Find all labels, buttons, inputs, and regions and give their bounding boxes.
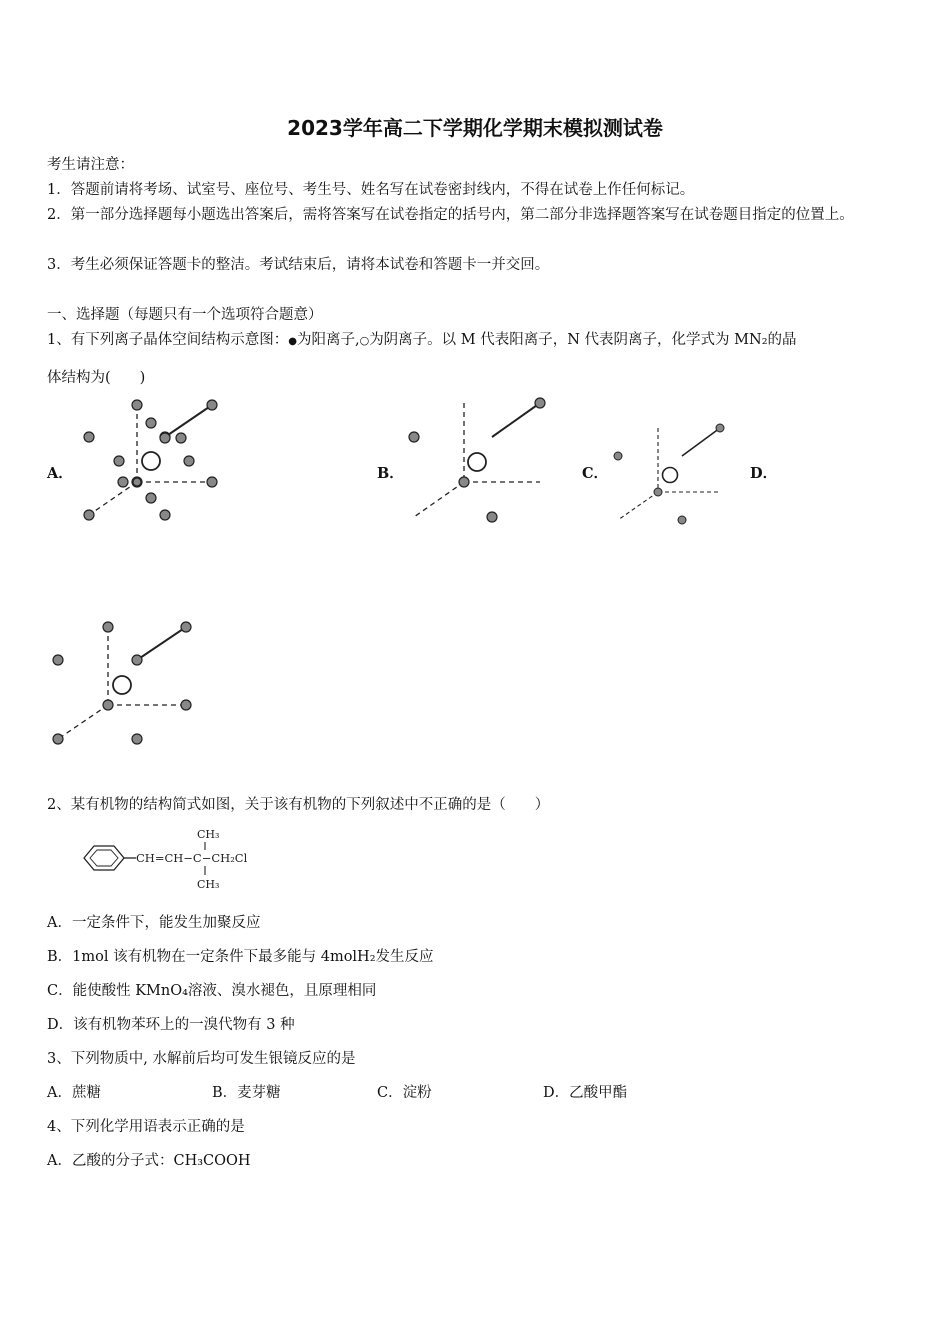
q4-stem: 4、下列化学用语表示正确的是	[47, 1119, 245, 1135]
top-methyl-group: CH₃	[197, 828, 220, 841]
notice-heading: 考生请注意：	[47, 157, 134, 173]
notice-item-3: 3．考生必须保证答题卡的整洁。考试结束后，请将本试卷和答题卡一并交回。	[47, 257, 550, 273]
q2-option-a: A．一定条件下，能发生加聚反应	[47, 915, 261, 931]
cation-symbol: ●	[288, 336, 297, 347]
section-heading: 一、选择题（每题只有一个选项符合题意）	[47, 307, 323, 323]
q3-option-b: B．麦芽糖	[212, 1085, 281, 1101]
q4-option-a: A．乙酸的分子式：CH₃COOH	[47, 1153, 251, 1169]
main-chain: CH=CH−C−CH₂Cl	[136, 851, 248, 865]
crystal-structure-d	[45, 615, 200, 755]
anion-symbol: ○	[359, 334, 370, 347]
q3-option-c: C．淀粉	[377, 1085, 432, 1101]
q3-stem: 3、下列物质中, 水解前后均可发生银镜反应的是	[47, 1051, 356, 1067]
crystal-structure-b	[400, 392, 555, 532]
anion-text: 为阴离子。以 M 代表阳离子，N 代表阴离子，化学式为 MN₂的晶	[369, 332, 797, 348]
bottom-methyl-group: CH₃	[197, 878, 220, 891]
q1-option-d-label: D．	[750, 465, 778, 482]
crystal-structure-a	[75, 392, 230, 532]
notice-item-1: 1．答题前请将考场、试室号、座位号、考生号、姓名写在试卷密封线内，不得在试卷上作任何标记。	[47, 182, 695, 198]
q2-option-b: B．1mol 该有机物在一定条件下最多能与 4molH₂发生反应	[47, 949, 434, 965]
q1-option-a-label: A．	[47, 465, 73, 482]
organic-structure	[78, 825, 278, 893]
q2-option-c: C．能使酸性 KMnO₄溶液、溴水褪色，且原理相同	[47, 983, 377, 999]
q1-option-c-label: C．	[582, 465, 609, 482]
q3-option-a: A．蔗糖	[47, 1085, 101, 1101]
q3-option-d: D．乙酸甲酯	[543, 1085, 628, 1101]
crystal-structure-c	[608, 418, 733, 530]
q1-stem-line2: 体结构为( )	[47, 370, 146, 386]
q2-stem: 2、某有机物的结构简式如图，关于该有机物的下列叙述中不正确的是（ ）	[47, 797, 550, 813]
page-title: 2023学年高二下学期化学期末模拟测试卷	[287, 116, 663, 140]
q1-option-b-label: B．	[377, 465, 404, 482]
q1-stem-line1	[47, 328, 797, 349]
q1-stem-part1: 1、有下列离子晶体空间结构示意图：	[47, 332, 289, 348]
cation-text: 为阳离子,	[296, 332, 360, 348]
notice-item-2: 2．第一部分选择题每小题选出答案后，需将答案写在试卷指定的括号内，第二部分非选择题答案写在试卷题目指定的位置上。	[47, 207, 854, 223]
q2-option-d: D．该有机物苯环上的一溴代物有 3 种	[47, 1017, 295, 1033]
